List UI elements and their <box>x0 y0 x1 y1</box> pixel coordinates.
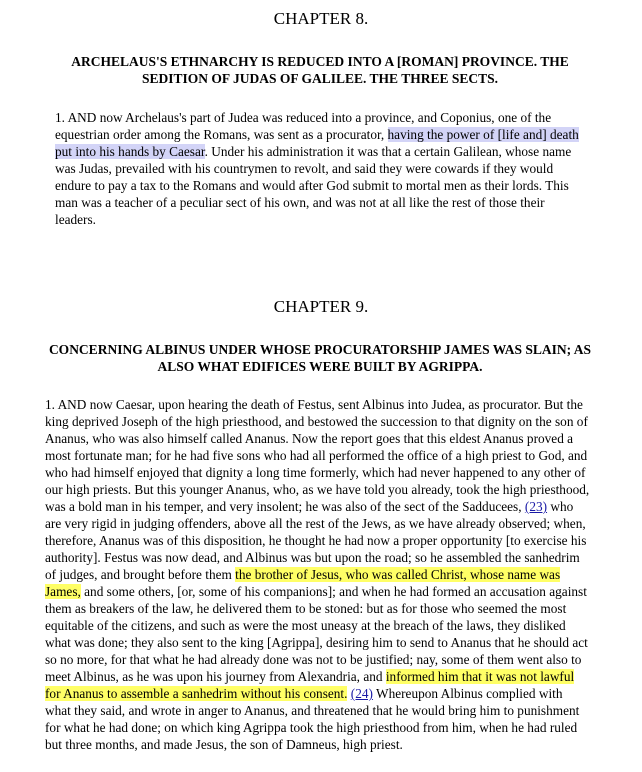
chapter-9-heading: CONCERNING ALBINUS UNDER WHOSE PROCURATORSHIP JAMES WAS SLAIN; AS ALSO WHAT EDIFICES WERE BUILT BY AGRIPPA. <box>48 342 592 374</box>
chapter-8-title: CHAPTER 8. <box>273 9 369 28</box>
paragraph-text: 1. AND now Caesar, upon hearing the death of Festus, sent Albinus into Judea, as procurator. But the king deprived Joseph of the high priesthood, and bestowed the succession to that dignity on the son of Ananus, who was also himself called Ananus. Now the report goes that this eldest Ananus proved a most fortunate man; for he had five sons who had all performed the office of a high priest to God, and who had himself enjoyed that dignity a long time formerly, which had never happened to any other of our high priests. But this younger Ananus, who, as we have told you already, took the high priesthood, was a bold man in his temper, and very insolent; he was also of the sect of the Sadducees, <box>45 397 590 514</box>
highlighted-passage-james: the brother of Jesus, who was called Christ, whose name was James, <box>45 567 561 599</box>
paragraph-text: and some others, [or, some of his companions]; and when he had formed an accusation against them as breakers of the law, he delivered them to be stoned: but as for those who seemed the most equitable of the citizens, and such as were the most uneasy at the breach of the laws, they disliked what was done; they also sent to the king [Agrippa], desiring him to send to Ananus that he should act so no more, for that what he had already done was not to be justified; nay, some of them went also to meet Albinus, as he was upon his journey from Alexandria, and <box>45 584 588 684</box>
chapter-9-paragraph <box>45 396 591 753</box>
highlighted-passage-sanhedrim: informed him that it was not lawful for Ananus to assemble a sanhedrim without his consent. <box>45 669 575 701</box>
footnote-link-24[interactable]: (24) <box>350 686 373 701</box>
chapter-8-heading: ARCHELAUS'S ETHNARCHY IS REDUCED INTO A [ROMAN] PROVINCE. THE SEDITION OF JUDAS OF GALILEE. THE THREE SECTS. <box>71 54 569 86</box>
paragraph-text: who are very rigid in judging offenders, above all the rest of the Jews, as we have already observed; when, therefore, Ananus was of this disposition, he thought he had now a proper opportunity [to exercise his authority]. Festus was now dead, and Albinus was but upon the road; so he assembled the sanhedrim of judges, and brought before them <box>45 499 587 582</box>
footnote-link-23[interactable]: (23) <box>524 499 548 514</box>
highlighted-passage: having the power of [life and] death put into his hands by Caesar <box>55 127 579 159</box>
chapter-8-paragraph <box>55 109 583 228</box>
paragraph-text: 1. AND now Archelaus's part of Judea was reduced into a province, and Coponius, one of the equestrian order among the Romans, was sent as a procurator, <box>55 110 552 142</box>
paragraph-text: Whereupon Albinus complied with what they said, and wrote in anger to Ananus, and threatened that he would bring him to punishment for what he had done; on which king Agrippa took the high priesthood from him, when he had ruled but three months, and made Jesus, the son of Damneus, high priest. <box>45 686 580 752</box>
paragraph-text: . Under his administration it was that a certain Galilean, whose name was Judas, prevailed with his countrymen to revolt, and said they were cowards if they would endure to pay a tax to the Romans and would after God submit to mortal men as their lords. This man was a teacher of a peculiar sect of his own, and was not at all like the rest of those their leaders. <box>55 144 572 227</box>
chapter-9-title: CHAPTER 9. <box>273 297 369 316</box>
